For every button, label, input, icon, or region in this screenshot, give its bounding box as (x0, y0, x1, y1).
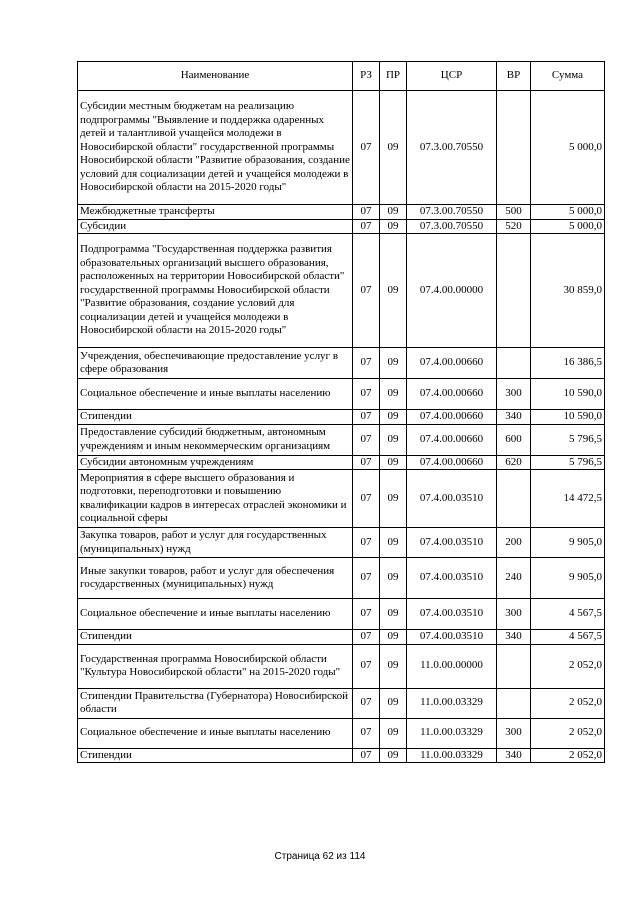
cell-vr: 340 (497, 748, 531, 763)
cell-pr: 09 (380, 219, 407, 234)
cell-sum: 10 590,0 (531, 410, 605, 425)
cell-name: Государственная программа Новосибирской области "Культура Новосибирской области" на 2015-2020 годы" (78, 644, 353, 688)
cell-sum: 2 052,0 (531, 748, 605, 763)
cell-vr: 620 (497, 455, 531, 470)
cell-sum: 9 905,0 (531, 558, 605, 599)
cell-rz: 07 (353, 748, 380, 763)
cell-rz: 07 (353, 91, 380, 205)
table-row (78, 234, 605, 348)
cell-name: Социальное обеспечение и иные выплаты населению (78, 718, 353, 748)
cell-pr: 09 (380, 379, 407, 410)
cell-sum: 30 859,0 (531, 234, 605, 348)
cell-vr (497, 470, 531, 528)
cell-csr: 11.0.00.03329 (407, 688, 497, 718)
header-sum: Сумма (531, 62, 605, 91)
cell-rz: 07 (353, 718, 380, 748)
cell-rz: 07 (353, 348, 380, 379)
table-row (78, 599, 605, 630)
cell-vr: 520 (497, 219, 531, 234)
page-number: Страница 62 из 114 (274, 851, 366, 862)
cell-pr: 09 (380, 599, 407, 630)
cell-pr: 09 (380, 630, 407, 645)
cell-csr: 07.4.00.03510 (407, 630, 497, 645)
cell-sum: 2 052,0 (531, 718, 605, 748)
cell-sum: 5 000,0 (531, 219, 605, 234)
cell-rz: 07 (353, 558, 380, 599)
cell-pr: 09 (380, 558, 407, 599)
table-row (78, 379, 605, 410)
cell-name: Стипендии (78, 630, 353, 645)
cell-csr: 07.3.00.70550 (407, 219, 497, 234)
cell-rz: 07 (353, 410, 380, 425)
header-pr: ПР (380, 62, 407, 91)
cell-pr: 09 (380, 410, 407, 425)
cell-vr: 300 (497, 599, 531, 630)
cell-vr: 340 (497, 630, 531, 645)
table-row (78, 424, 605, 455)
cell-csr: 07.4.00.00000 (407, 234, 497, 348)
cell-rz: 07 (353, 379, 380, 410)
cell-name: Стипендии Правительства (Губернатора) Новосибирской области (78, 688, 353, 718)
table-row (78, 644, 605, 688)
cell-vr: 500 (497, 205, 531, 220)
cell-name: Предоставление субсидий бюджетным, автономным учреждениям и иным некоммерческим организациям (78, 424, 353, 455)
cell-name: Стипендии (78, 410, 353, 425)
cell-vr: 200 (497, 528, 531, 558)
cell-vr: 300 (497, 379, 531, 410)
cell-name: Субсидии местным бюджетам на реализацию подпрограммы "Выявление и поддержка одаренных детей и талантливой учащейся молодежи в Новосибирской области" государственной программы Новосибирской области "Развитие образования, создание условий для социализации детей и учащейся молодежи в Новосибирской области на 2015-2020 годы" (78, 91, 353, 205)
cell-pr: 09 (380, 718, 407, 748)
cell-name: Закупка товаров, работ и услуг для государственных (муниципальных) нужд (78, 528, 353, 558)
table-row (78, 91, 605, 205)
cell-name: Стипендии (78, 748, 353, 763)
cell-vr: 240 (497, 558, 531, 599)
cell-csr: 07.4.00.03510 (407, 599, 497, 630)
cell-rz: 07 (353, 630, 380, 645)
cell-pr: 09 (380, 234, 407, 348)
header-vr: ВР (497, 62, 531, 91)
header-rz: РЗ (353, 62, 380, 91)
cell-vr (497, 348, 531, 379)
cell-vr (497, 644, 531, 688)
cell-name: Иные закупки товаров, работ и услуг для обеспечения государственных (муниципальных) нужд (78, 558, 353, 599)
cell-name: Мероприятия в сфере высшего образования и подготовки, переподготовки и повышению квалификации кадров в интересах отраслей экономики и социальной сферы (78, 470, 353, 528)
cell-csr: 07.4.00.03510 (407, 528, 497, 558)
cell-rz: 07 (353, 455, 380, 470)
table-row (78, 205, 605, 220)
table-row (78, 528, 605, 558)
cell-sum: 4 567,5 (531, 599, 605, 630)
cell-pr: 09 (380, 470, 407, 528)
cell-vr (497, 91, 531, 205)
table-row (78, 455, 605, 470)
cell-name: Субсидии автономным учреждениям (78, 455, 353, 470)
cell-csr: 11.0.00.03329 (407, 718, 497, 748)
cell-sum: 9 905,0 (531, 528, 605, 558)
table-body (78, 91, 605, 763)
cell-rz: 07 (353, 470, 380, 528)
cell-rz: 07 (353, 205, 380, 220)
table-row (78, 630, 605, 645)
cell-pr: 09 (380, 688, 407, 718)
cell-name: Социальное обеспечение и иные выплаты населению (78, 379, 353, 410)
cell-vr: 340 (497, 410, 531, 425)
cell-sum: 5 796,5 (531, 424, 605, 455)
cell-name: Социальное обеспечение и иные выплаты населению (78, 599, 353, 630)
cell-csr: 11.0.00.00000 (407, 644, 497, 688)
cell-csr: 07.4.00.00660 (407, 379, 497, 410)
cell-sum: 2 052,0 (531, 644, 605, 688)
table-row (78, 558, 605, 599)
table-row (78, 470, 605, 528)
cell-vr: 300 (497, 718, 531, 748)
cell-rz: 07 (353, 424, 380, 455)
cell-csr: 07.4.00.00660 (407, 348, 497, 379)
table-row (78, 748, 605, 763)
budget-table (77, 61, 605, 763)
cell-csr: 11.0.00.03329 (407, 748, 497, 763)
table-row (78, 688, 605, 718)
cell-rz: 07 (353, 599, 380, 630)
cell-pr: 09 (380, 205, 407, 220)
cell-rz: 07 (353, 219, 380, 234)
cell-name: Субсидии (78, 219, 353, 234)
table-row (78, 410, 605, 425)
cell-rz: 07 (353, 528, 380, 558)
table-row (78, 219, 605, 234)
cell-sum: 16 386,5 (531, 348, 605, 379)
cell-sum: 4 567,5 (531, 630, 605, 645)
cell-pr: 09 (380, 424, 407, 455)
table-row (78, 348, 605, 379)
cell-csr: 07.4.00.03510 (407, 558, 497, 599)
cell-csr: 07.4.00.00660 (407, 424, 497, 455)
header-csr: ЦСР (407, 62, 497, 91)
cell-name: Межбюджетные трансферты (78, 205, 353, 220)
cell-sum: 5 000,0 (531, 205, 605, 220)
cell-sum: 5 796,5 (531, 455, 605, 470)
header-row (78, 62, 605, 91)
cell-rz: 07 (353, 644, 380, 688)
cell-vr: 600 (497, 424, 531, 455)
cell-rz: 07 (353, 234, 380, 348)
cell-pr: 09 (380, 644, 407, 688)
cell-csr: 07.4.00.00660 (407, 410, 497, 425)
cell-sum: 2 052,0 (531, 688, 605, 718)
cell-vr (497, 234, 531, 348)
cell-sum: 5 000,0 (531, 91, 605, 205)
cell-pr: 09 (380, 528, 407, 558)
header-name: Наименование (78, 62, 353, 91)
cell-pr: 09 (380, 455, 407, 470)
cell-pr: 09 (380, 748, 407, 763)
cell-pr: 09 (380, 348, 407, 379)
cell-name: Учреждения, обеспечивающие предоставление услуг в сфере образования (78, 348, 353, 379)
cell-csr: 07.3.00.70550 (407, 205, 497, 220)
cell-name: Подпрограмма "Государственная поддержка развития образовательных организаций высшего образования, расположенных на территории Новосибирской области" государственной программы Новосибирской области "Развитие образования, создание условий для социализации детей и учащейся молодежи в Новосибирской области на 2015-2020 годы" (78, 234, 353, 348)
cell-rz: 07 (353, 688, 380, 718)
cell-csr: 07.3.00.70550 (407, 91, 497, 205)
cell-sum: 14 472,5 (531, 470, 605, 528)
cell-vr (497, 688, 531, 718)
table-row (78, 718, 605, 748)
cell-csr: 07.4.00.00660 (407, 455, 497, 470)
cell-csr: 07.4.00.03510 (407, 470, 497, 528)
cell-pr: 09 (380, 91, 407, 205)
cell-sum: 10 590,0 (531, 379, 605, 410)
